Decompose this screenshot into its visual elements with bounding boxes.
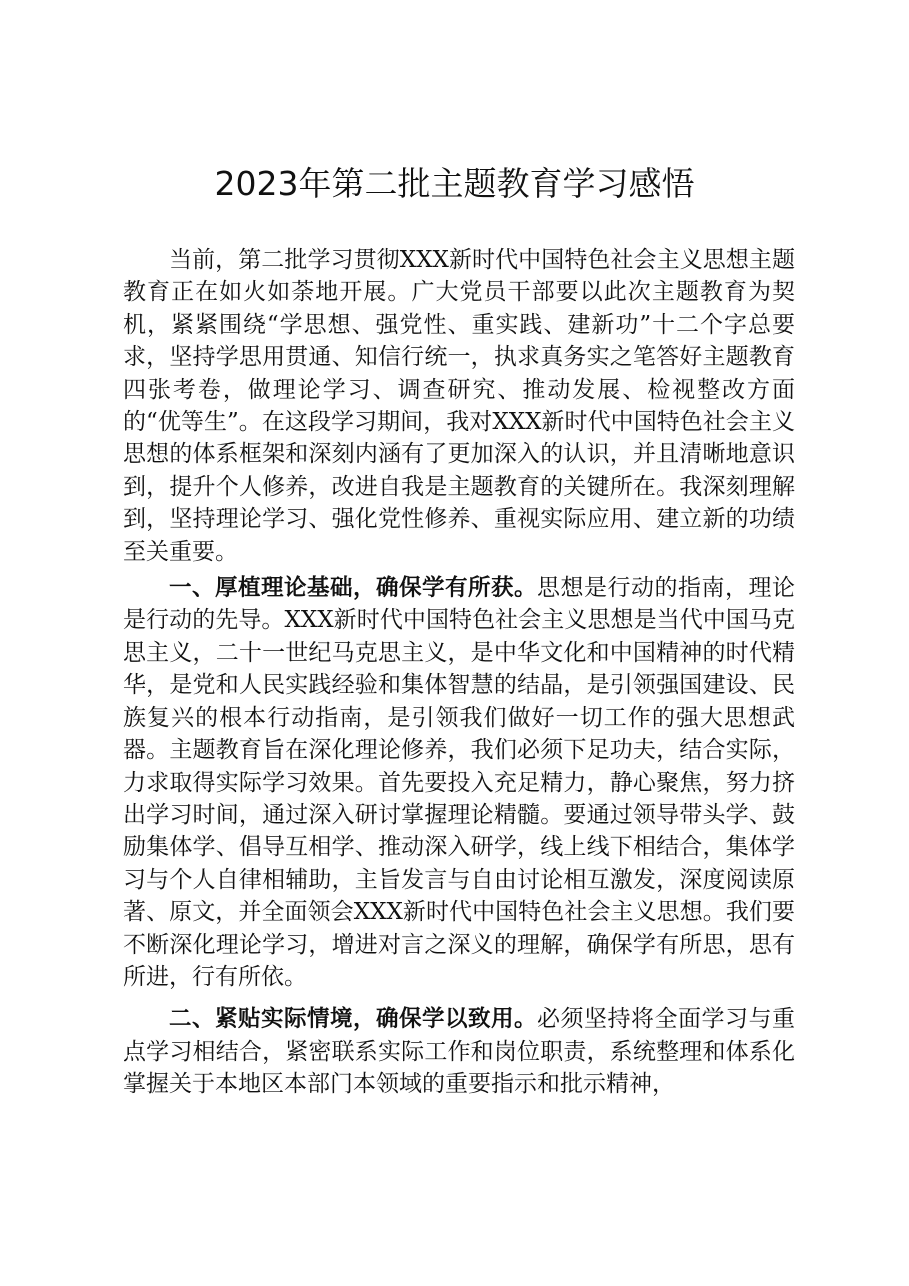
paragraph-section-1 (123, 572, 795, 993)
paragraph-text: 必须坚持将全面学习与重点学习相结合，紧密联系实际工作和岗位职责，系统整理和体系化掌握关于本地区本部门本领域的重要指示和批示精神， (123, 1006, 795, 1098)
section-heading: 二、紧贴实际情境，确保学以致用。 (169, 1006, 537, 1033)
paragraph-text: 思想是行动的指南，理论是行动的先导。XXX新时代中国特色社会主义思想是当代中国马克思主义，二十一世纪马克思主义，是中华文化和中国精神的时代精华，是党和人民实践经验和集体智慧的结晶，是引领强国建设、民族复兴的根本行动指南，是引领我们做好一切工作的强大思想武器。主题教育旨在深化理论修养，我们必须下足功夫，结合实际，力求取得实际学习效果。首先要投入充足精力，静心聚焦，努力挤出学习时间，通过深入研讨掌握理论精髓。要通过领导带头学、鼓励集体学、倡导互相学、推动深入研学，线上线下相结合，集体学习与个人自律相辅助，主旨发言与自由讨论相互激发，深度阅读原著、原文，并全面领会XXX新时代中国特色社会主义思想。我们要不断深化理论学习，增进对言之深义的理解，确保学有所思，思有所进，行有所依。 (123, 575, 795, 990)
paragraph-text: 当前，第二批学习贯彻XXX新时代中国特色社会主义思想主题教育正在如火如荼地开展。广大党员干部要以此次主题教育为契机，紧紧围绕“学思想、强党性、重实践、建新功”十二个字总要求，坚持学思用贯通、知信行统一，执求真务实之笔答好主题教育四张考卷，做理论学习、调查研究、推动发展、检视整改方面的“优等生”。在这段学习期间，我对XXX新时代中国特色社会主义思想的体系框架和深刻内涵有了更加深入的认识，并且清晰地意识到，提升个人修养，改进自我是主题教育的关键所在。我深刻理解到，坚持理论学习、强化党性修养、重视实际应用、建立新的功绩至关重要。 (123, 247, 795, 565)
paragraph-section-2 (123, 1003, 795, 1100)
document-body (123, 244, 795, 1105)
paragraph-intro (123, 244, 795, 568)
section-heading: 一、厚植理论基础，确保学有所获。 (169, 575, 537, 602)
document-title: 2023年第二批主题教育学习感悟 (214, 164, 695, 203)
